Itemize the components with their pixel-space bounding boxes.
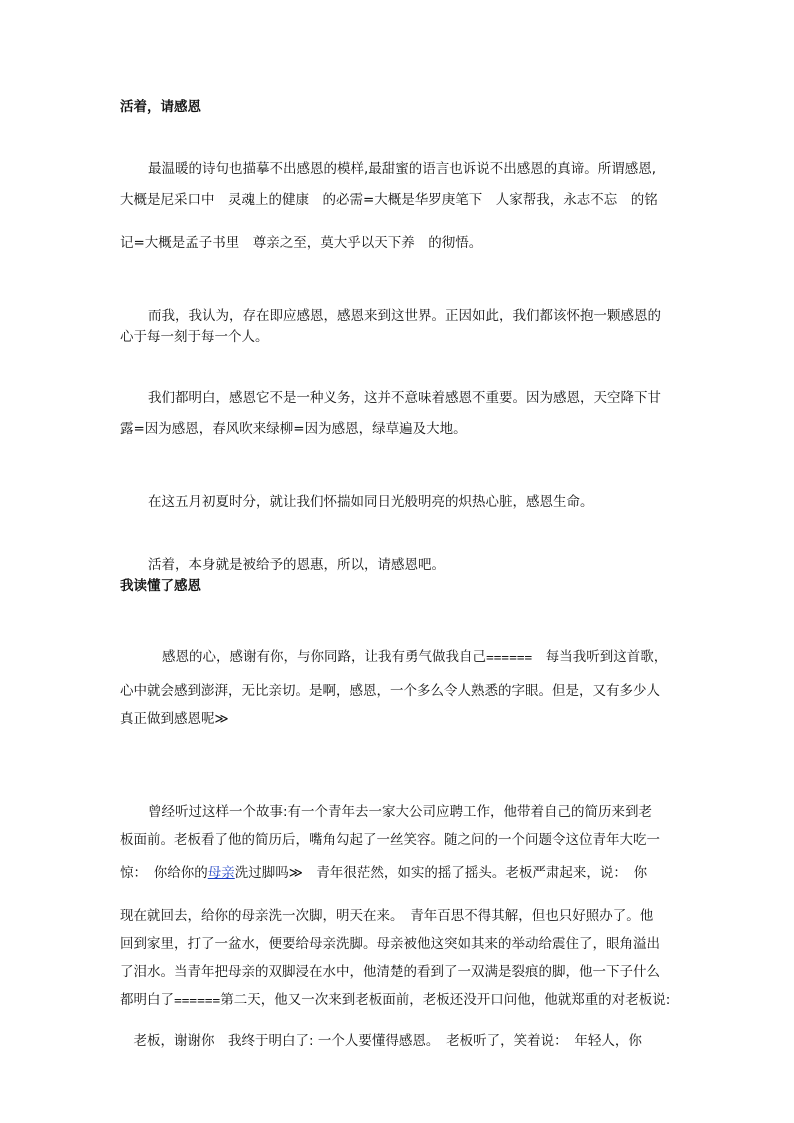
- paragraph-line: 都明白了⩶⩶第二天，他又一次来到老板面前，老板还没开口问他，他就郑重的对老板说:: [120, 992, 671, 1008]
- text-run: 洗过脚吗≫ 青年很茫然，如实的摇了摇头。老板严肃起来，说： 你: [234, 865, 648, 881]
- paragraph-line: 真正做到感恩呢≫: [120, 711, 229, 727]
- paragraph-line: 我们都明白，感恩它不是一种义务，这并不意味着感恩不重要。因为感恩，天空降下甘: [148, 390, 661, 406]
- paragraph-line: 活着，本身就是被给予的恩惠，所以，请感恩吧。: [148, 557, 445, 573]
- paragraph-line: 最温暖的诗句也描摹不出感恩的模样,最甜蜜的语言也诉说不出感恩的真谛。所谓感恩,: [148, 161, 657, 177]
- paragraph-line: 回到家里，打了一盆水，便要给母亲洗脚。母亲被他这突如其来的举动给震住了，眼角溢出: [120, 936, 660, 952]
- paragraph-line: 而我，我认为，存在即应感恩，感恩来到这世界。正因如此，我们都该怀抱一颗感恩的: [148, 308, 661, 324]
- paragraph-line: 板面前。老板看了他的简历后，嘴角勾起了一丝笑容。随之问的一个问题令这位青年大吃一: [120, 832, 660, 848]
- paragraph-line: 大概是尼采口中 灵魂上的健康 的必需=大概是华罗庚笔下 人家帮我，永志不忘 的铭: [120, 192, 658, 208]
- paragraph-line: 在这五月初夏时分，就让我们怀揣如同日光般明亮的炽热心脏，感恩生命。: [148, 494, 594, 510]
- section-title-1: 活着，请感恩: [120, 99, 201, 115]
- paragraph-line: 心中就会感到澎湃，无比亲切。是啊，感恩，一个多么令人熟悉的字眼。但是，又有多少人: [120, 683, 660, 699]
- paragraph-line: 了泪水。当青年把母亲的双脚浸在水中，他清楚的看到了一双满是裂痕的脚，他一下子什么: [120, 964, 660, 980]
- paragraph-line: 老板，谢谢你 我终于明白了: 一个人要懂得感恩。 老板听了，笑着说： 年轻人，你: [120, 1033, 642, 1049]
- paragraph-line: 曾经听过这样一个故事:有一个青年去一家大公司应聘工作，他带着自己的简历来到老: [148, 804, 653, 820]
- paragraph-line: 露=因为感恩，春风吹来绿柳=因为感恩，绿草遍及大地。: [120, 421, 467, 437]
- paragraph-line: 记=大概是孟子书里 尊亲之至，莫大乎以天下养 的彻悟。: [120, 235, 483, 251]
- text-run: 惊： 你给你的: [120, 865, 208, 881]
- mother-link[interactable]: 母亲: [207, 865, 235, 881]
- paragraph-line: 感恩的心，感谢有你，与你同路，让我有勇气做我自己⩶⩶ 每当我听到这首歌，: [162, 649, 668, 665]
- paragraph-line: 心于每一刻于每一个人。: [120, 329, 269, 345]
- section-title-2: 我读懂了感恩: [120, 578, 201, 594]
- paragraph-line: 现在就回去，给你的母亲洗一次脚，明天在来。 青年百思不得其解，但也只好照办了。他: [120, 908, 654, 924]
- paragraph-line: [120, 864, 647, 882]
